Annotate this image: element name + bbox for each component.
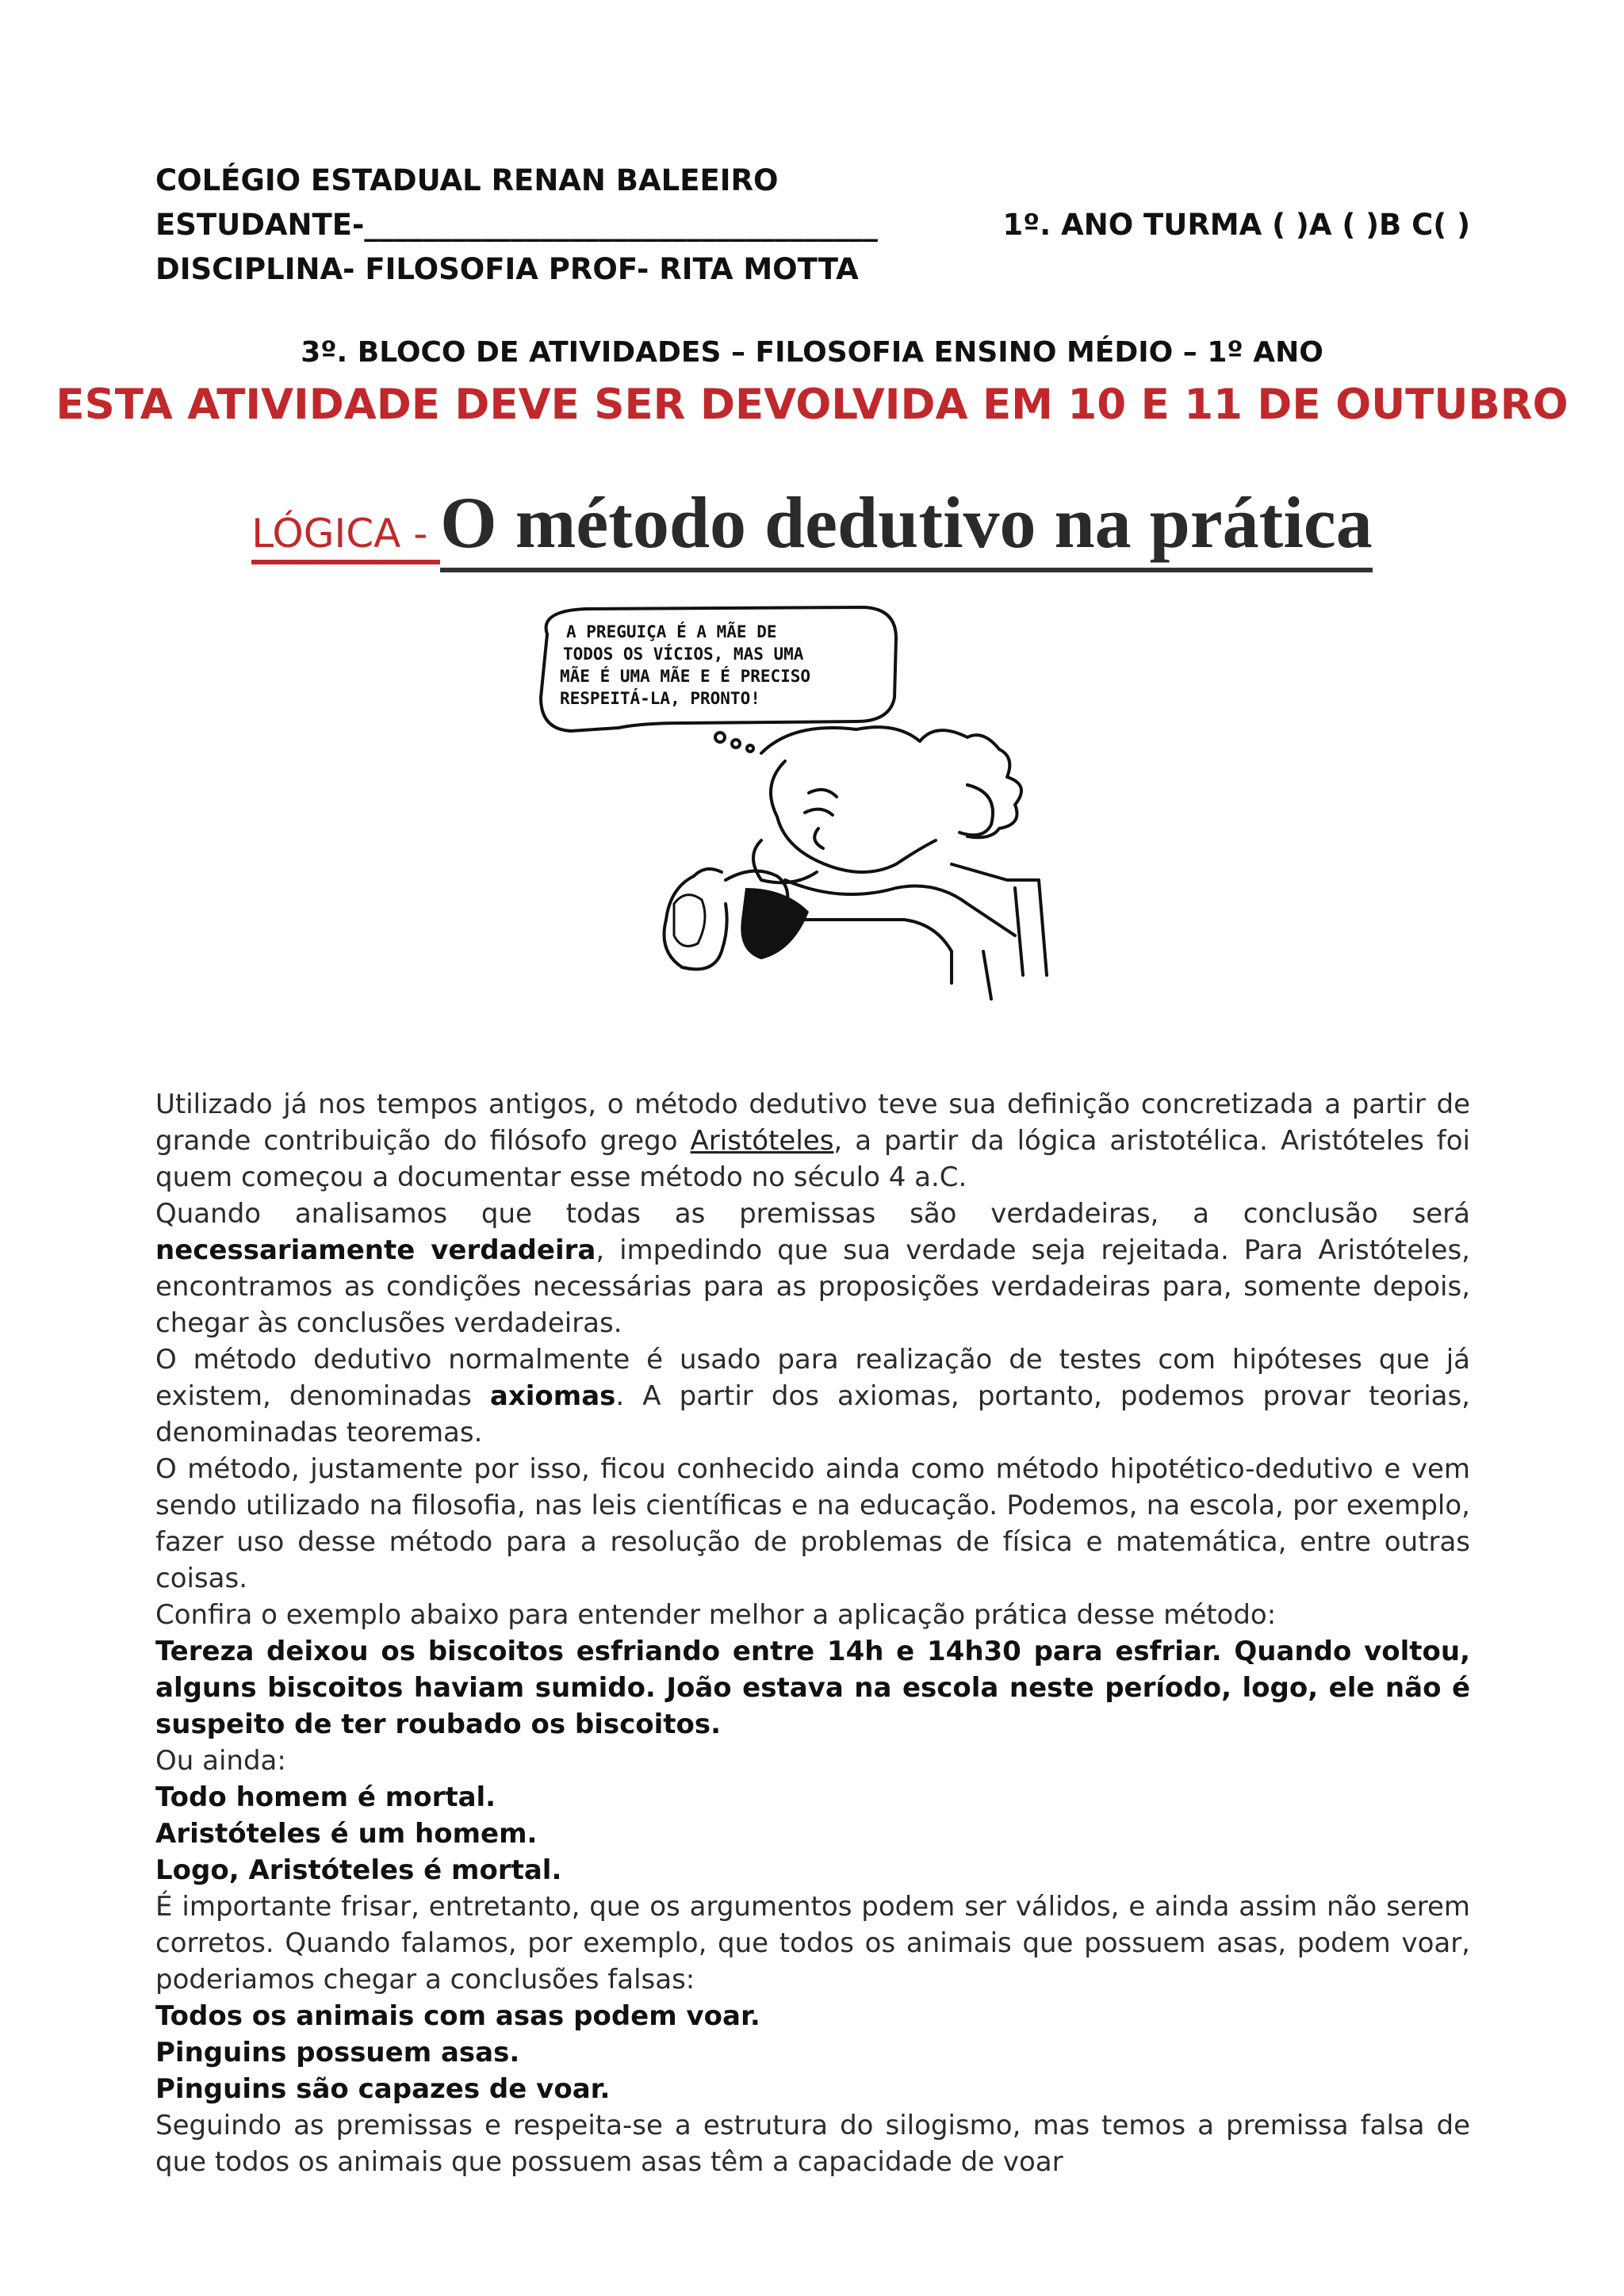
cartoon-illustration: [523, 603, 1094, 1031]
p1-text-a: Utilizado já nos tempos antigos, o método dedutivo teve sua definição concretizada a partir de grande contribuição do filósofo grego: [155, 1089, 1470, 1157]
syllogism-2-line-3: Pinguins são capazes de voar.: [155, 2073, 611, 2105]
syllogism-1-line-3: Logo, Aristóteles é mortal.: [155, 1854, 562, 1886]
paragraph-3: [155, 1341, 1470, 1451]
p1-text-b: , a partir da lógica aristotélica. Aristóteles foi quem começou a documentar esse método no século 4 a.C.: [155, 1125, 1471, 1193]
bubble-line-1: A PREGUIÇA É A MÃE DE: [566, 622, 777, 641]
deadline-notice: ESTA ATIVIDADE DEVE SER DEVOLVIDA EM 10 E 11 DE OUTUBRO: [56, 381, 1568, 429]
paragraph-2: [155, 1196, 1470, 1341]
block-title: 3º. BLOCO DE ATIVIDADES – FILOSOFIA ENSINO MÉDIO – 1º ANO: [301, 336, 1323, 369]
p3-bold: axiomas: [489, 1380, 616, 1412]
header: [155, 159, 1470, 292]
or-else: Ou ainda:: [155, 1745, 286, 1777]
student-row: [155, 203, 1470, 247]
title-prefix: LÓGICA -: [251, 511, 440, 564]
aristoteles-link[interactable]: Aristóteles: [690, 1125, 834, 1157]
school-name: COLÉGIO ESTADUAL RENAN BALEEIRO: [155, 163, 779, 197]
bubble-line-4: RESPEITÁ-LA, PRONTO!: [560, 689, 760, 708]
example-1: Tereza deixou os biscoitos esfriando entre 14h e 14h30 para esfriar. Quando voltou, alguns biscoitos haviam sumido. João estava na escola neste período, logo, ele não é suspeito de ter roubado os biscoitos.: [155, 1636, 1470, 1740]
p3-text-b: . A partir dos axiomas, portanto, podemos provar teorias, denominadas teoremas.: [155, 1380, 1470, 1448]
paragraph-1: [155, 1086, 1470, 1196]
p2-bold: necessariamente verdadeira: [155, 1234, 596, 1266]
p2-text-b: , impedindo que sua verdade seja rejeitada. Para Aristóteles, encontramos as condições necessárias para as proposições verdadeiras para, somente depois, chegar às conclusões verdadeiras.: [155, 1234, 1470, 1339]
paragraph-4: O método, justamente por isso, ficou conhecido ainda como método hipotético-dedutivo e vem sendo utilizado na filosofia, nas leis científicas e na educação. Podemos, na escola, por exemplo, fazer uso desse método para a resolução de problemas de física e matemática, entre outras coisas.: [155, 1453, 1470, 1594]
syllogism-2-line-1: Todos os animais com asas podem voar.: [155, 2000, 760, 2032]
bubble-line-3: MÃE É UMA MÃE E É PRECISO: [560, 667, 811, 686]
paragraph-5: Confira o exemplo abaixo para entender melhor a aplicação prática desse método:: [155, 1599, 1277, 1631]
syllogism-1-line-2: Aristóteles é um homem.: [155, 1818, 538, 1850]
page-title: [0, 480, 1624, 572]
syllogism-2-line-2: Pinguins possuem asas.: [155, 2037, 520, 2068]
discipline: DISCIPLINA- FILOSOFIA PROF- RITA MOTTA: [155, 252, 859, 286]
year-class: 1º. ANO TURMA ( )A ( )B C( ): [1002, 208, 1470, 242]
p2-text-a: Quando analisamos que todas as premissas são verdadeiras, a conclusão será: [155, 1198, 1470, 1230]
syllogism-1-line-1: Todo homem é mortal.: [155, 1781, 496, 1813]
bubble-line-2: TODOS OS VÍCIOS, MAS UMA: [563, 645, 804, 664]
paragraph-6: É importante frisar, entretanto, que os argumentos podem ser válidos, e ainda assim não serem corretos. Quando falamos, por exemplo, que todos os animais que possuem asas, podem voar, poderiamos chegar a conclusões falsas:: [155, 1891, 1470, 1996]
paragraph-7: Seguindo as premissas e respeita-se a estrutura do silogismo, mas temos a premissa falsa de que todos os animais que possuem asas têm a capacidade de voar: [155, 2110, 1470, 2178]
title-main: O método dedutivo na prática: [440, 482, 1373, 563]
main-text: [155, 1086, 1470, 2180]
student-field: ESTUDANTE-___________________________________: [155, 208, 878, 242]
p3-text-a: O método dedutivo normalmente é usado para realização de testes com hipóteses que já existem, denominadas: [155, 1344, 1470, 1412]
